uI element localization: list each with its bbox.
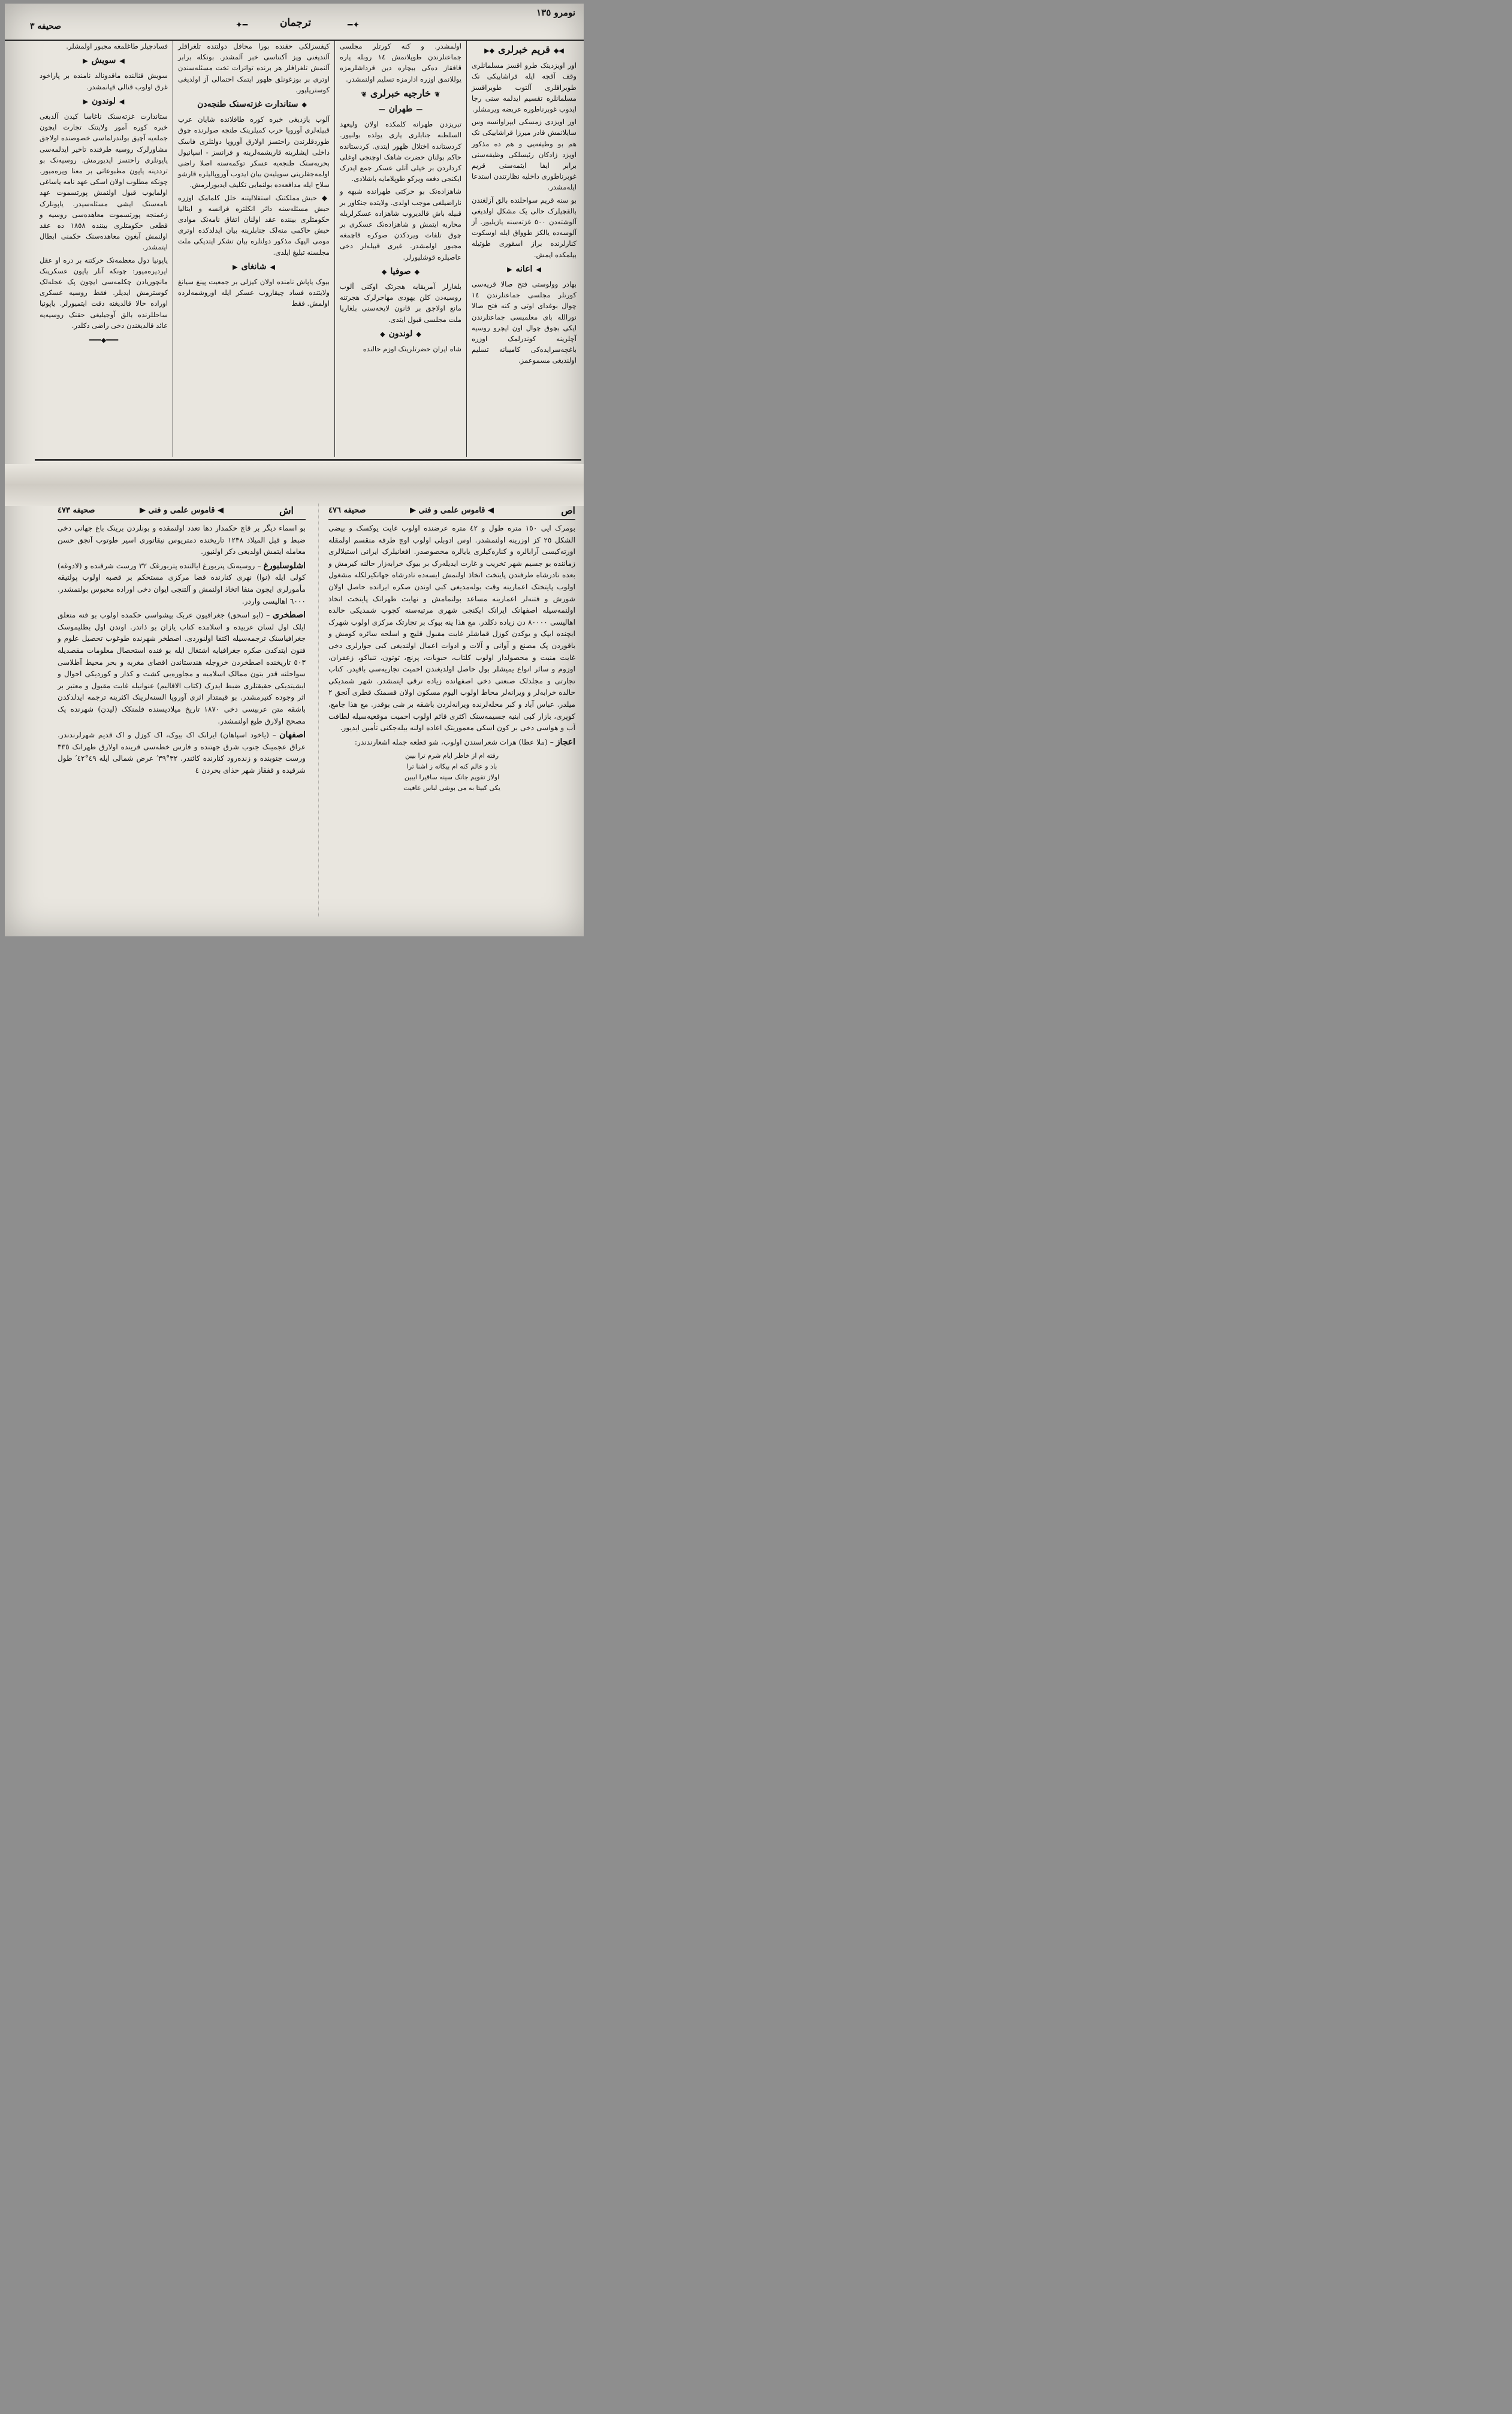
masthead xyxy=(5,4,584,41)
ornament-icon: ━✦ xyxy=(348,20,360,30)
subheading: ◀شانغای▶ xyxy=(233,261,275,272)
paragraph: شاهزاده‌نک بو حرکتی طهرانده شبهه و ناراضیلغی موجب اولدی. ولایتده جنکاور بر قبیله باش قالدیروب شاهزاده عسکرلریله محاربه ایتمش و شاهزاده‌نک عسکری بر چوق تلفات ویردکدن صوکره قاچمغه مجبور اولمشدر. غیری قبیله‌لر دخی عاصیلره قوشلیورلر. xyxy=(340,187,461,261)
encyclopedia-page-right xyxy=(328,504,575,929)
paragraph: ستاندارت غزته‌سنک ناغاسا کیدن آلدیغی خبره کوره آمور ولایتنک تجارت ایچون جمله‌یه آچیق بولندرلماسی خصوصنده اولاجق مشاورلرک روسیه طرفنده تاخیر ایدلمه‌سی یاپونلری راحتسز ایدیورمش. روسیه‌نک بو ترددینه یاپون مطبوعاتی بر معنا ویره‌میور. چونکه مطلوب اولان اسکی عهد نامه یاساغی اولمایوب قبول اولنمش پورتسموت عهد نامه‌سنک ایشی مسئله‌سیدر. یاپونلرک زعمنجه پورتسموت معاهده‌سی روسیه و قطعی حکومتلری بیننده ١٨٥٨ ده عقد اولنمش آبغون معاهده‌سنک حکمنی ابطال ایتمشدر. xyxy=(40,112,168,252)
column-telegrams xyxy=(173,41,334,457)
issue-number: نومرو ١٣٥ xyxy=(536,7,575,18)
header-keyword: اش xyxy=(279,505,294,516)
ornament-icon: ▶ xyxy=(139,506,149,515)
ornament-icon: ◆ xyxy=(414,267,420,276)
subheading: ◀لوندون▶ xyxy=(83,96,125,106)
ornament-icon: ◆ xyxy=(301,101,307,109)
entry: اصفهان – (یاخود اسپاهان) ایرانک اک بیوک، اک کوزل و اک قدیم شهرلرندندر. عراق عجمینک جنوب شرق جهتنده و فارس خطه‌سی قرینده اولارق طهرانک ٣٣٥ ورست جنوبنده و زنده‌رود کنارنده کائندر. ٣٢°٣٩′ عرض شمالی ایله ٤٩°٤٢′ طول شرقیده و قفقاز شهر حذای بحردن ٤ xyxy=(58,730,306,774)
ornament-icon: ▶ xyxy=(409,506,419,515)
ornament-icon: ✦━ xyxy=(236,20,248,30)
column-misc-news xyxy=(35,41,173,457)
header-title: ◀ قاموس علمی و فنی ▶ xyxy=(409,506,494,515)
ornament-icon: ▶ xyxy=(507,265,512,273)
poem xyxy=(328,751,575,794)
entry: اشلوسلبورغ – روسیه‌نک پتربورغ ایالتنده پتربورغک ٣٢ ورست شرقنده و (لادوغه) کولی ایله (نوا) نهری کنارنده قضا مرکزی مستحکم بر قصبه اولوب پولتیقه مأمورلری ایچون منفا اتخاذ اولنمش و آلتنجی ایوان دخی اوراده محبوس بولنمشدر. ٦٠٠٠ اهالیسی واردر. xyxy=(58,560,306,605)
header-page-number: صحیفه ٤٧٦ xyxy=(328,506,366,515)
encyclopedia-page-left xyxy=(58,504,306,929)
poem-line: رفته ام از خاطر ایام شرم ترا بیبن xyxy=(405,752,499,760)
subheading: ◀سویش▶ xyxy=(83,56,125,66)
entry-text: روسیه‌نک پتربورغ ایالتنده پتربورغک ٣٢ ورست شرقنده و (لادوغه) کولی ایله (نوا) نهری کنارنده قضا مرکزی مستحکم بر قصبه اولوب پولتیقه مأمورلری ایچون منفا اتخاذ اولنمش و آلتنجی ایوان دخی اوراده محبوس بولنمشدر. ٦٠٠٠ اهالیسی واردر. xyxy=(58,561,306,605)
column-crimea-news xyxy=(466,41,581,457)
paragraph: اور اویزدی زمسکی ایپراوانسه وس سایلانمش قادر میرزا قراشاییکی نک هم بو وظیفه‌یی و هم ده مذکور اویزد زادکان رئیسلکی وظیفه‌سنی برابر ایفا ایتمه‌سنی قریم غوبرناطوری داخلیه نظارتندن استدعا ایله‌مشدر. xyxy=(472,117,577,192)
end-ornament xyxy=(40,334,168,346)
paragraph: سویش قنالنده ماقدونالد نامنده بر پاراخود غرق اولوب قنالی قپانمشدر. xyxy=(40,71,168,91)
ornament-icon: ◀ xyxy=(119,97,125,106)
header-keyword: اص xyxy=(561,505,575,516)
entry-word: اعجاز xyxy=(556,737,575,747)
subheading: —طهران— xyxy=(378,104,423,114)
column-foreign-news xyxy=(334,41,466,457)
newspaper-sheet xyxy=(5,4,584,936)
subheading: ◆ستاندارت غزته‌سنک طنجه‌دن xyxy=(197,100,307,110)
poem-line: باد و عالم کنه ام بیکانه ز اشنا ترا xyxy=(406,763,497,771)
ornament-icon: ◀ xyxy=(215,506,224,515)
heading-text: قریم خبرلری xyxy=(498,44,550,55)
ornament-icon: ▶ xyxy=(233,263,238,271)
entry-word: اشلوسلبورغ xyxy=(263,560,306,571)
paragraph: بلغارلر آمریقایه هجرتک اوکنی آلوب روسیه‌دن کلن یهودی مهاجرلرک هجرتنه مانع اولاجق بر قانون لایحه‌سنی بلغاریا ملت مجلسی قبول ایتدی. xyxy=(340,282,461,324)
news-columns xyxy=(35,41,581,459)
heading-text: خارجیه خبرلری xyxy=(370,87,431,99)
entry: اصطخری – (ابو اسحق) جغرافیون عربک پیشواسی حکمده اولوب بو فنه متعلق ایلک اول لسان عربیده و اسلامده کتاب یازان بو ذاتدر. اوندن اول بطلیموسک جغرافیاسنک ترجمه‌سیله اکتفا اولنوردی. اصطخر شهرنده طوغوب تحصیل علوم و فنون ایتدکدن صکره جغرافیایه اشتغال ایله بو فنده استحصال معلومات مقصدیله ٥٠٣ تاریخنده اصطخردن خروجله هندستاندن اقصای مغربه و بحر محیط آطلاسی سواحلنه قدر بتون ممالک اسلامیه و مجاوره‌یی کشت و کذار و کوردیکی احوال و ایشیتدیکی حقیقتلری ضبط ایدرک (کتاب الاقالیم) عنوانیله غایت مقبول و معتبر بر اثر وجوده کتیرمشدر. بو قیمتدار اثری آوروپا السنه‌لرینک اکثرینه ترجمه ایدلدکدن باشقه متن عربیسی دخی ١٨٧٠ تاریخ میلادیسنده فلمنکک (لیدن) شهرنده پک مصحح اولارق طبع اولنمشدر. xyxy=(58,610,306,725)
page-number: صحیفه ٣ xyxy=(30,22,62,31)
ornament-icon: ▶ xyxy=(83,97,89,106)
page-body xyxy=(328,523,575,794)
ornament-icon: — xyxy=(378,106,385,114)
paragraph: اولمشدر. و کنه کورتلر مجلسی جماعتلرندن طوپلانمش ١٤ روبله پاره قافقاز ده‌کی بیچاره دین قرداشلرمزه یوللانمق اوزره ادارمزه تسلیم اولنمشدر. xyxy=(340,42,462,83)
paragraph: اور اویزدینک طرو اقسز مسلمانلری وقف آقچه ایله فراشاییکی نک طویراقلری آلتوب طویراقسز مسلمانلره تقسیم ایدلمه سنی رجا ایدوب غوبرناطوره عریضه ویرمشلر. xyxy=(472,61,577,114)
header-page-number: صحیفه ٤٧٣ xyxy=(58,506,95,515)
paragraph: شاه ایران حضرتلرینک اوزم حالنده xyxy=(363,345,461,354)
paragraph: بومرک ایی ١٥٠ متره طول و ٤٢ متره عرضنده اولوب غایت یوکسک و بیضی الشکل ٢٥ کز اوزرینه اولنمشدر. اوس ادوبلی اولوب اوچ طرفه منقسم اولمقله اورته‌کیسی آرابالره و کناره‌کیلری یایالره مخصوصدر. افغانیلرک ایرانی استیلالری زماننده بو جسیم شهر تخریب و غارت ایدیله‌رک بر بیوک خرابه‌زار حالنه کیرمش و بعده نادرشاه طرفندن پایتخت اتخاذ اولنمش ایسه‌ده نادرشاه جهانکیرلکله مشغول اولوب پایتختک اعمارینه وقت بوله‌مدیغی کبی اوندن صکره ایرانده حاصل اولان شورش و فتنه‌لر اعمارینه مساعد بولنمامش و نهایت طهرانک پایتخت اتخاذ اولنمه‌سیله اصفهانک ایرانک ایکنجی شهری مرتبه‌سنه کچوب شمدیکی حالده اهالیسی ٨٠٠٠٠ دن زیاده دکلدر. مع هذا ینه بیوک بر تجارتک مرکزی اولوب شهرک ایچنده ایپک و یوکدن کوزل قماشلر غایت مقبول قلیچ و اسلحه سائره کومش و باقوردن پک مصنع و آوانی و آلات و ادوات اعمال اولندیغی کبی جوارلری دخی غایت منبت و محصولدار اولوب کلتاب، حبوبات، پرنچ، توتون، تنباکو، زعفران، اوزوم و سائر انواع یمیشلر بول حاصل اولدیغندن احمیت تجاریه‌سی باقیدر. کتاب تجارتی و مجلدلک صنعتی دخی اصفهانده زیاده ترقی ایتمشدر. شهر شمدیکی حالده خرابه‌لر و ویرانه‌لر محاط اولوب الیوم مسکون اولان قسمنک قطری آنجق ٢ میلدر. عباس آباد و کبر محله‌لرنده ویرانه‌لردن باشقه بر شی بوقدر. مع هذا جامع، کوپری، بازار کبی ابنیه جسیمه‌سنک اکثری قائم اولوب احمیت موقعیه‌سیله لطافت آب و هواسی دخی بر کون اسکی معموریتک اعاده اولنه بیله‌جکنی تأمین ایدیور. xyxy=(328,524,575,733)
heading-text: اعانه xyxy=(515,264,533,274)
entry-text: (ابو اسحق) جغرافیون عربک پیشواسی حکمده اولوب بو فنه متعلق ایلک اول لسان عربیده و اسلامده کتاب یازان بو ذاتدر. اوندن اول بطلیموسک جغرافیاسنک ترجمه‌سیله اکتفا اولنوردی. اصطخر شهرنده طوغوب تحصیل علوم و فنون ایتدکدن صکره جغرافیایه اشتغال ایله بو فنده استحصال معلومات مقصدیله ٥٠٣ تاریخنده اصطخردن خروجله هندستاندن اقصای مغربه و بحر محیط آطلاسی سواحلنه قدر بتون ممالک اسلامیه و مجاوره‌یی کشت و کذار و کوردیکی احوال و ایشیتدیکی حقیقتلری ضبط ایدرک (کتاب الاقالیم) عنوانیله غایت مقبول و معتبر بر اثر وجوده کتیرمشدر. بو قیمتدار اثری آوروپا السنه‌لرینک اکثرینه ترجمه ایدلدکدن باشقه متن عربیسی دخی ١٨٧٠ تاریخ میلادیسنده فلمنکک (لیدن) شهرنده پک مصحح اولارق طبع اولنمشدر. xyxy=(58,611,306,725)
ornament-icon: — xyxy=(416,106,423,114)
subheading: ◆صوفیا◆ xyxy=(381,266,420,276)
entry-word: اصفهان xyxy=(279,730,306,740)
paragraph: یاپونیا دول معظمه‌نک حرکتنه بر دره او عقل ایردیره‌میور: چونکه آنلر یاپون عسکرینک مانچوریادن چکلمه‌سی ایچون پک عجله‌لک کوسترمش ایدیلر. فقط روسیه عسکری اوراده حالا قالدیغنه دقت ایتمیورلر. یاپونیا ساحللرنده بالق آوجیلیغی حقنک روسیه‌یه عائد قالدیغندن دخی راضی دکلدر. xyxy=(40,255,168,330)
page-header xyxy=(58,504,306,520)
ornament-icon: ◆ xyxy=(317,193,330,202)
paragraph: بهادر وولوستی فتح صالا قریه‌سی کورتلر مجلسی جماعتلرندن ١٤ چوال بوغدای اوتی و کنه فتح صالا نورالله بای معلمیسی جماعتلرندن ایکی بچوق چوال اون ایچرو روسیه آچلرینه کوندرلمک اوزره باغچه‌سرایده‌کی کامیبانه تسلیم اولندیغی مسموعمز. xyxy=(472,280,577,365)
subheading: ◆لوندون◆ xyxy=(380,329,421,339)
poem-line: اولاز تقویم جانک سینه ساقیرا ایبین xyxy=(404,773,500,782)
ornament-icon: ❦ xyxy=(361,90,367,98)
section-divider xyxy=(35,459,581,461)
paragraph: کیفسزلکی حقنده بورا محافل دولتنده تلغرافلر آلندیغنی ویز آکنتاسی خبر آلمشدر. بونکله برابر آلنمش تلغرافلر هر برنده تواترات تخت مسئله‌سندن اوتری بر بوزغونلق ظهور ایتمک احتمالی آز اولدیغی کوستریلیور. xyxy=(178,42,330,94)
paragraph: فسادچیلر طاغلمغه مجبور اولمشلر. xyxy=(66,42,168,50)
poem-line: یکی کبیتا به می بوشی لباس عافیت xyxy=(403,784,500,792)
ornament-icon: ◀◆ xyxy=(553,47,564,55)
entry: اعجاز – (ملا عطا) هرات شعراسندن اولوب، شو قطعه جمله اشعارندندر: xyxy=(354,737,575,747)
paragraph: بو سنه قریم سواحلنده بالق آزلغندن بالقچیلرک حالی پک مشکل اولدیغی آلوشته‌دن ٥٠٠ غزته‌سنه یازیلیور. آز آلوسه‌ده یالکز طوواق ایله اوسکوت کنارلرنده براز اسقوری طوتیله بیلمکده ایمش. xyxy=(472,195,577,259)
ornament-icon: ❦ xyxy=(434,90,440,98)
ornament-icon: ◆▶ xyxy=(484,47,495,55)
entry-text: (یاخود اسپاهان) ایرانک اک بیوک، اک کوزل و اک قدیم شهرلرندندر. عراق عجمینک جنوب شرق جهتنده و فارس خطه‌سی قرینده اولارق طهرانک ٣٣٥ ورست جنوبنده و زنده‌رود کنارنده کائندر. ٣٢°٣٩′ عرض شمالی ایله ٤٩°٤٢′ طول شرقیده و قفقاز شهر حذای بحردن ٤ xyxy=(58,731,306,774)
ornament-icon: ◆ xyxy=(381,267,387,276)
ornament-icon: ◀ xyxy=(119,57,125,65)
entry-text: (ملا عطا) هرات شعراسندن اولوب، شو قطعه جمله اشعارندندر: xyxy=(354,737,548,746)
ornament-icon: ◀ xyxy=(270,263,275,271)
ornament-icon: ▶ xyxy=(83,57,88,65)
paragraph: ◆ حبش مملکتنک استقلالیتنه خلل کلمامک اوزره حبش مسئله‌سنه دائر انکلتره فرانسه و ایتالیا حکومتلری بیننده عقد اولنان اتفاق نامه‌نک موادی حبش حاکمی منه‌لک جنابلرینه بیان ایدلدکده اوتری مومی الیهک مذکور دولتلره بیان تشکر ایتدیکی ملت مجلسنه تبلیغ ایلدی. xyxy=(178,193,330,257)
section-heading xyxy=(472,44,577,56)
paragraph: بو اسماء دیگر بر قاچ حکمدار دها تعدد اولنمقده و بونلردن برینک باغ جهانی دخی ضبط و قبل المیلاد ١٢٣٨ تاریخنده دمتریوس نیقاتوری اسیر طوتوب آنجق حسن معامله ایتمش اولدیغی ذکر اولنیور. xyxy=(58,524,306,556)
newspaper-title: ترجمان xyxy=(279,17,312,29)
ornament-icon: ◀ xyxy=(536,265,541,273)
paragraph: آلوب یازدیغی خبره کوره طافلانده شایان عرب قبیله‌لری آوروپا حرب کمیلرینک طنجه صولرنده چوق طوردقلرندن راحتسز اولارق آوروپا دولتلری فاسک داخلی ایشلرینه قاریشمه‌لرینه و فرانسز - اسپانیول بحریه‌سنک طنجه‌یه عسکر توکمه‌سنه اصلا راضی اولمه‌جقلرینی سویلیه‌ن بیان ایدوب آوروپالیلره قارشو سلاح ایله مدافعه‌ده بولنمایی تکلیف ایدیورلرمش. xyxy=(178,115,330,189)
paragraph: بیوک یاپاش نامنده اولان کیزلی بر جمعیت پینغ سیانغ ولایتنده فساد چیقاروب عسکر ایله اوروشمه‌لرده اولمش. فقط xyxy=(178,278,330,308)
paragraph: تبریزدن طهرانه کلمکده اولان ولیعهد السلطنه جنابلری یاری یولده بولنیور. کردستانده اختلال ظهور ایتدی. کردستانده حاکم بولنان حضرت شاهک اوچنجی اوغلی کردلردن بر خیلی آتلی عسکر جمع ایدرک ایکنجی دفعه ویرکو طوپلامایه باشلادی. xyxy=(340,120,461,183)
page-fold xyxy=(5,464,584,506)
gutter xyxy=(318,504,319,917)
ornament-icon: ━━━◆━━━ xyxy=(89,336,119,345)
header-title: ◀ قاموس علمی و فنی ▶ xyxy=(139,506,224,515)
entry-word: اصطخری xyxy=(273,610,306,620)
ornament-icon: ◆ xyxy=(416,330,421,338)
ornament-icon: ◀ xyxy=(485,506,494,515)
section-heading xyxy=(472,264,577,275)
section-heading xyxy=(340,88,461,100)
page-header xyxy=(328,504,575,520)
ornament-icon: ◆ xyxy=(380,330,385,338)
page-body xyxy=(58,523,306,779)
